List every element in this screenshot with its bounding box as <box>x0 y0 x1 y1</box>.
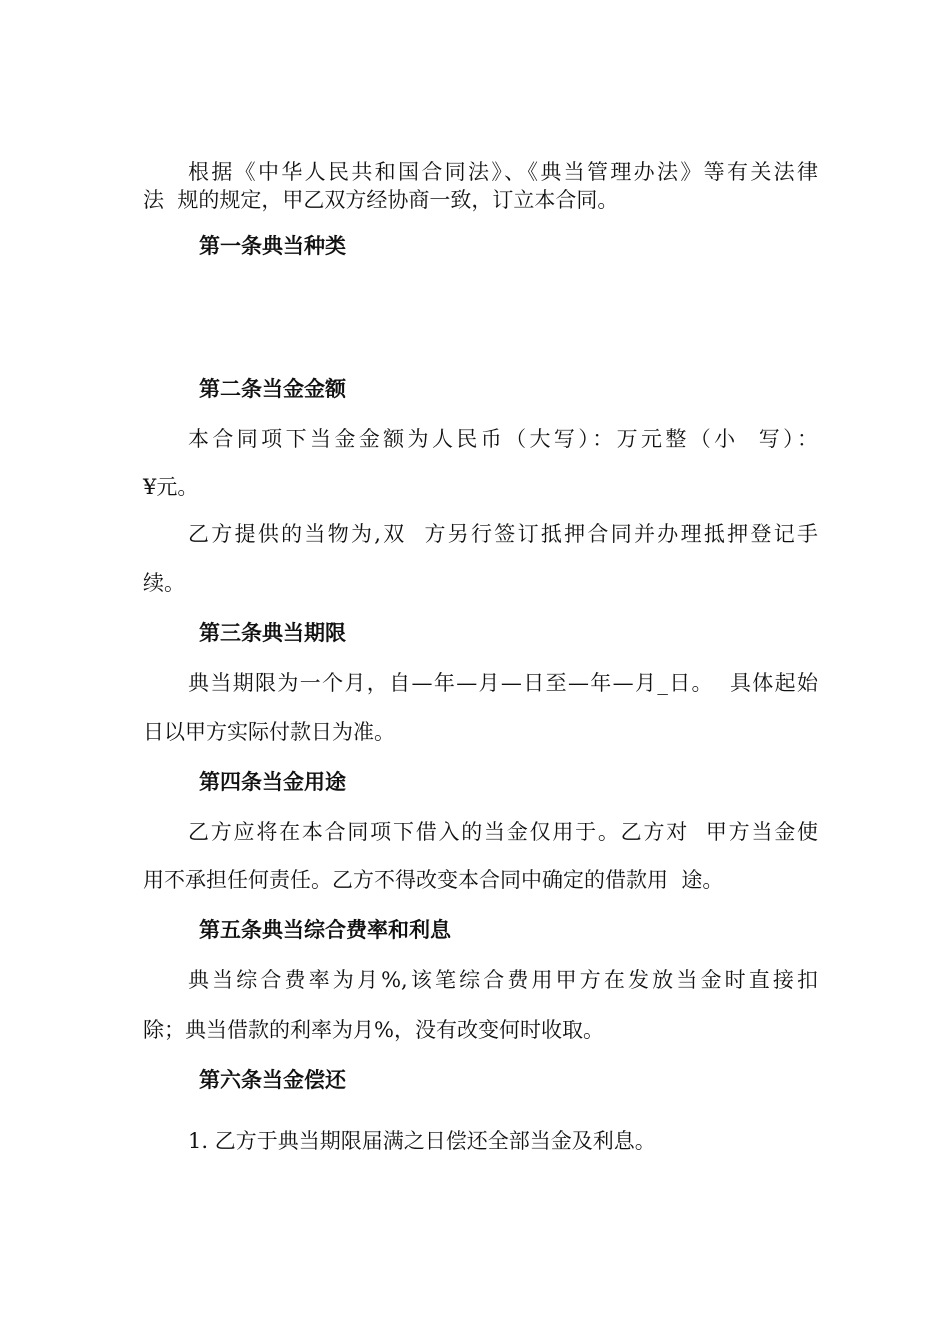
article-4-paragraph-line-1: 乙方应将在本合同项下借入的当金仅用于。乙方对 甲方当金使 <box>188 820 818 844</box>
article-2-paragraph-2-line-1: 乙方提供的当物为,双 方另行签订抵押合同并办理抵押登记手 <box>188 522 818 546</box>
article-2-paragraph-2-line-2: 续。 <box>143 571 185 595</box>
article-6-heading: 第六条当金偿还 <box>199 1068 346 1092</box>
article-5-paragraph-line-2: 除；典当借款的利率为月%，没有改变何时收取。 <box>143 1018 604 1042</box>
article-3-paragraph-line-1: 典当期限为一个月，自—年—月—日至—年—月_日。 具体起始 <box>188 671 818 695</box>
preamble-line-1: 根据《中华人民共和国合同法》、《典当管理办法》等有关法律 <box>188 160 818 184</box>
article-4-paragraph-line-2: 用不承担任何责任。乙方不得改变本合同中确定的借款用 途。 <box>143 868 724 892</box>
article-2-paragraph-1-line-1: 本合同项下当金金额为人民币（大写）：万元整（小 写）： <box>188 427 818 451</box>
article-2-heading: 第二条当金金额 <box>199 377 346 401</box>
article-1-heading: 第一条典当种类 <box>199 234 346 258</box>
article-5-paragraph-line-1: 典当综合费率为月%,该笔综合费用甲方在发放当金时直接扣 <box>188 968 818 992</box>
article-3-paragraph-line-2: 日以甲方实际付款日为准。 <box>143 720 395 744</box>
article-5-heading: 第五条典当综合费率和利息 <box>199 918 451 942</box>
article-6-item-1: 1. 乙方于典当期限届满之日偿还全部当金及利息。 <box>188 1129 656 1153</box>
article-3-heading: 第三条典当期限 <box>199 621 346 645</box>
article-4-heading: 第四条当金用途 <box>199 770 346 794</box>
article-2-paragraph-1-line-2: ¥元。 <box>143 475 199 499</box>
preamble-line-2: 法 规的规定，甲乙双方经协商一致，订立本合同。 <box>143 188 619 212</box>
